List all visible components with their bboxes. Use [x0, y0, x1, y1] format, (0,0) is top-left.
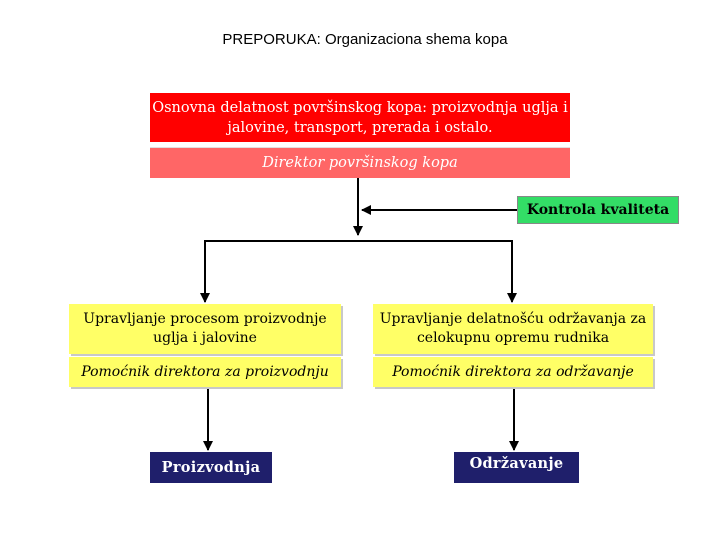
production-box: Proizvodnja	[150, 452, 272, 483]
main-activity-box: Osnovna delatnost površinskog kopa: proizvodnja uglja i jalovine, transport, prerada i ostalo.	[150, 93, 570, 142]
page-title: PREPORUKA: Organizaciona shema kopa	[222, 31, 508, 48]
director-box: Direktor površinskog kopa	[150, 147, 570, 178]
quality-control-box: Kontrola kvaliteta	[517, 196, 679, 224]
maintenance-box: Održavanje	[454, 452, 579, 483]
maintenance-management-box: Upravljanje delatnošću održavanja za celokupnu opremu rudnika	[373, 304, 653, 354]
maintenance-assistant-box: Pomoćnik direktora za održavanje	[373, 357, 653, 387]
production-management-box: Upravljanje procesom proizvodnje uglja i jalovine	[69, 304, 341, 354]
production-assistant-box: Pomoćnik direktora za proizvodnju	[69, 357, 341, 387]
branch-line	[205, 241, 512, 302]
